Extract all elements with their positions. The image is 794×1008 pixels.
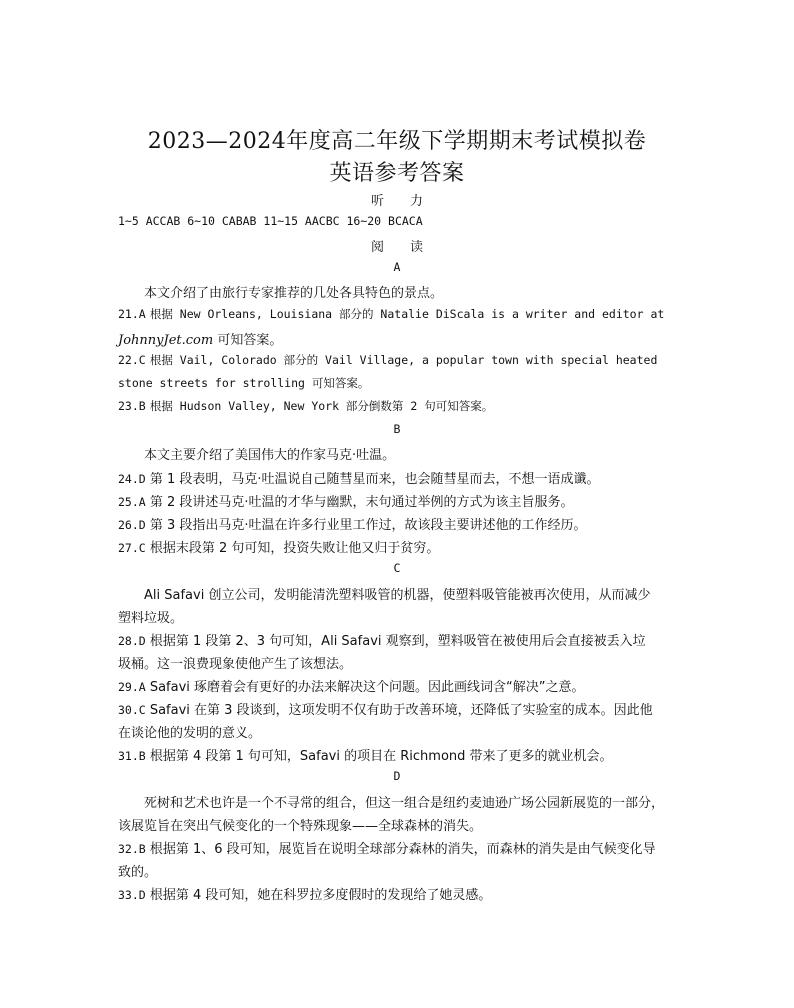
q27-line: [118, 537, 678, 556]
q23-line: [118, 398, 678, 414]
q30-line: [118, 699, 678, 718]
q32-cont: 致的。: [118, 865, 158, 880]
q25-code: 25.A: [118, 495, 146, 509]
q28-cont: 圾桶。这一浪费现象使他产生了该想法。: [118, 657, 353, 672]
listening-heading: 听 力: [370, 194, 423, 209]
q30-cont: 在谈论他的发明的意义。: [118, 726, 262, 741]
q33-code: 33.D: [118, 888, 146, 902]
page-subtitle: 英语参考答案: [329, 161, 465, 186]
q22-cont: stone streets for strolling 可知答案。: [118, 376, 370, 390]
q21-text: 根据 New Orleans, Louisiana 部分的 Natalie DiScala is a writer and editor at: [149, 307, 665, 321]
section-d-intro-2: 该展览旨在突出气候变化的一个特殊现象——全球森林的消失。: [118, 819, 483, 834]
q22-text: 根据 Vail, Colorado 部分的 Vail Village, a popular town with special heated: [149, 353, 658, 367]
q25-line: [118, 491, 678, 510]
q21-code: 21.A: [118, 307, 146, 321]
section-c-label: C: [393, 561, 401, 575]
q21-cont-line: [118, 329, 678, 348]
q30-text: Safavi 在第 3 段谈到，这项发明不仅有助于改善环境，还降低了实验室的成本。因此他: [149, 703, 653, 718]
q24-code: 24.D: [118, 472, 146, 486]
q24-text: 第 1 段表明，马克·吐温说自己随彗星而来，也会随彗星而去，不想一语成谶。: [149, 472, 600, 487]
section-d-label: D: [393, 769, 401, 783]
q28-text: 根据第 1 段第 2、3 句可知，Ali Safavi 观察到，塑料吸管在被使用后会直接被丢入垃: [149, 634, 646, 649]
q29-code: 29.A: [118, 680, 146, 694]
q23-code: 23.B: [118, 399, 146, 413]
q27-code: 27.C: [118, 541, 146, 555]
section-a-intro: 本文介绍了由旅行专家推荐的几处各具特色的景点。: [144, 286, 444, 301]
q28-line: [118, 630, 678, 649]
q21-tail: 可知答案。: [217, 333, 283, 348]
q31-line: [118, 745, 678, 764]
section-c-intro-1: Ali Safavi 创立公司，发明能清洗塑料吸管的机器，使塑料吸管能被再次使用，从而减少: [144, 588, 651, 603]
page-title: 2023—2024年度高二年级下学期期末考试模拟卷: [147, 129, 647, 154]
q26-text: 第 3 段指出马克·吐温在许多行业里工作过，故该段主要讲述他的工作经历。: [149, 518, 587, 533]
section-d-intro-1: 死树和艺术也许是一个不寻常的组合，但这一组合是纽约麦迪逊广场公园新展览的一部分，: [144, 796, 665, 811]
q22-code: 22.C: [118, 353, 146, 367]
q31-code: 31.B: [118, 749, 146, 763]
q29-text: Safavi 琢磨着会有更好的办法来解决这个问题。因此画线词含“解决”之意。: [149, 680, 585, 695]
q31-text: 根据第 4 段第 1 句可知，Safavi 的项目在 Richmond 带来了更多的就业机会。: [149, 749, 613, 764]
section-b-intro: 本文主要介绍了美国伟大的作家马克·吐温。: [144, 448, 396, 463]
q27-text: 根据末段第 2 句可知，投资失败让他又归于贫穷。: [149, 541, 440, 556]
q33-text: 根据第 4 段可知，她在科罗拉多度假时的发现给了她灵感。: [149, 888, 492, 903]
q24-line: [118, 468, 678, 487]
q26-line: [118, 514, 678, 533]
q33-line: [118, 884, 678, 903]
section-a-label: A: [393, 260, 401, 274]
q28-code: 28.D: [118, 634, 146, 648]
q32-text: 根据第 1、6 段可知，展览旨在说明全球部分森林的消失，而森林的消失是由气候变化导: [149, 842, 656, 857]
listening-answers: 1~5 ACCAB 6~10 CABAB 11~15 AACBC 16~20 BCACA: [118, 214, 423, 228]
reading-heading: 阅 读: [370, 240, 423, 255]
q26-code: 26.D: [118, 518, 146, 532]
q22-line: [118, 352, 678, 368]
q21-line: [118, 306, 678, 322]
q23-text: 根据 Hudson Valley, New York 部分倒数第 2 句可知答案。: [149, 399, 494, 413]
section-b-label: B: [393, 422, 401, 436]
section-c-intro-2: 塑料垃圾。: [118, 611, 184, 626]
q21-italic-site: JohnnyJet.com: [118, 333, 214, 348]
q30-code: 30.C: [118, 703, 146, 717]
q32-line: [118, 838, 678, 857]
q32-code: 32.B: [118, 842, 146, 856]
q25-text: 第 2 段讲述马克·吐温的才华与幽默，末句通过举例的方式为该主旨服务。: [149, 495, 574, 510]
q29-line: [118, 676, 678, 695]
